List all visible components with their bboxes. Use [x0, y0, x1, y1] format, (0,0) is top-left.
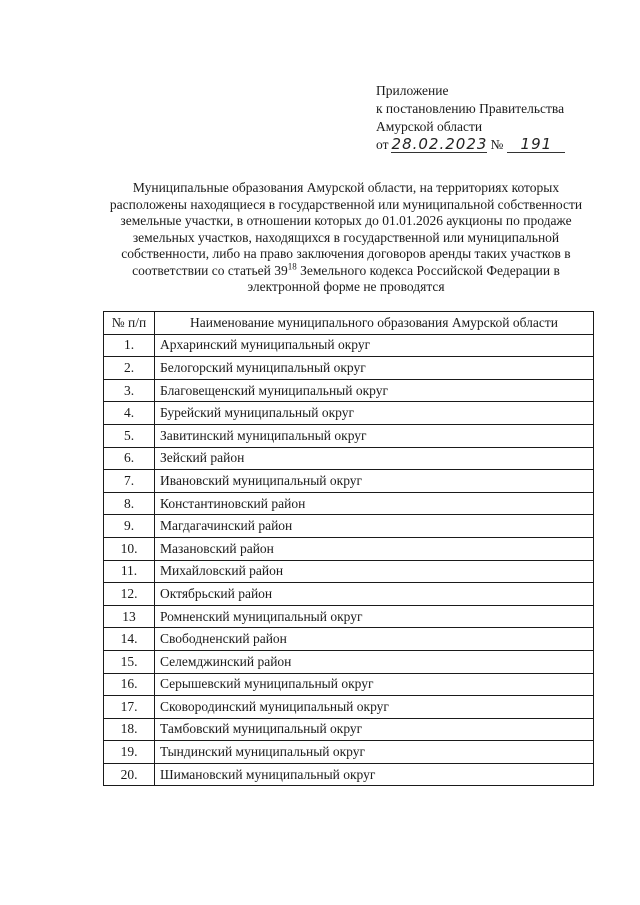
row-number: 11. — [104, 560, 155, 583]
table-row — [104, 357, 594, 380]
row-number: 6. — [104, 447, 155, 470]
row-municipality-name: Сковородинский муниципальный округ — [155, 696, 594, 719]
table-row — [104, 696, 594, 719]
row-number: 13 — [104, 605, 155, 628]
row-municipality-name: Завитинский муниципальный округ — [155, 424, 594, 447]
table-row — [104, 763, 594, 786]
row-municipality-name: Тындинский муниципальный округ — [155, 741, 594, 764]
table-row — [104, 628, 594, 651]
row-municipality-name: Селемджинский район — [155, 650, 594, 673]
table-row — [104, 583, 594, 606]
table-row — [104, 650, 594, 673]
row-number: 19. — [104, 741, 155, 764]
table-row — [104, 424, 594, 447]
table-row — [104, 470, 594, 493]
handwritten-date: 28.02.2023 — [391, 135, 488, 153]
row-municipality-name: Ромненский муниципальный округ — [155, 605, 594, 628]
row-number: 16. — [104, 673, 155, 696]
row-number: 2. — [104, 357, 155, 380]
heading-article-superscript: 18 — [287, 261, 297, 271]
municipalities-table — [103, 311, 594, 786]
annex-date-number-row — [376, 136, 565, 154]
row-number: 17. — [104, 696, 155, 719]
annex-block — [376, 82, 565, 154]
row-number: 18. — [104, 718, 155, 741]
row-number: 7. — [104, 470, 155, 493]
heading-text-continued: Земельного кодекса Российской Федерации в электронной форме не проводятся — [247, 262, 560, 294]
table-row — [104, 334, 594, 357]
table-row — [104, 605, 594, 628]
table-row — [104, 718, 594, 741]
row-municipality-name: Свободненский район — [155, 628, 594, 651]
header-number: № п/п — [104, 312, 155, 335]
row-municipality-name: Бурейский муниципальный округ — [155, 402, 594, 425]
table-row — [104, 447, 594, 470]
row-municipality-name: Константиновский район — [155, 492, 594, 515]
number-sign: № — [490, 137, 504, 152]
row-number: 8. — [104, 492, 155, 515]
row-number: 10. — [104, 537, 155, 560]
row-number: 1. — [104, 334, 155, 357]
handwritten-number: 191 — [507, 136, 565, 153]
table-row — [104, 402, 594, 425]
row-municipality-name: Мазановский район — [155, 537, 594, 560]
table-body — [104, 334, 594, 786]
row-municipality-name: Магдагачинский район — [155, 515, 594, 538]
table-row — [104, 379, 594, 402]
row-number: 20. — [104, 763, 155, 786]
date-prefix: от — [376, 137, 389, 152]
row-municipality-name: Архаринский муниципальный округ — [155, 334, 594, 357]
row-number: 5. — [104, 424, 155, 447]
row-municipality-name: Тамбовский муниципальный округ — [155, 718, 594, 741]
row-municipality-name: Серышевский муниципальный округ — [155, 673, 594, 696]
row-number: 12. — [104, 583, 155, 606]
table-row — [104, 673, 594, 696]
table-row — [104, 537, 594, 560]
annex-region-line: Амурской области — [376, 119, 483, 134]
table-row — [104, 741, 594, 764]
row-number: 15. — [104, 650, 155, 673]
row-municipality-name: Михайловский район — [155, 560, 594, 583]
row-number: 9. — [104, 515, 155, 538]
annex-title: Приложение — [376, 83, 449, 98]
annex-resolution-line: к постановлению Правительства — [376, 101, 565, 116]
heading-text: Муниципальные образования Амурской области, на территориях которых расположены находящиеся в государственной или муниципальной собственности земельные участки, в отношении которых до 01.01.2026 аукционы по продаже земельных участков, находящихся в государственной или муниципальной собственности, либо на право заключения договоров аренды таких участков в соответствии со статьей 39 — [109, 180, 583, 278]
row-municipality-name: Белогорский муниципальный округ — [155, 357, 594, 380]
table-header-row — [104, 312, 594, 335]
document-heading — [96, 180, 596, 296]
row-number: 4. — [104, 402, 155, 425]
row-municipality-name: Октябрьский район — [155, 583, 594, 606]
row-municipality-name: Ивановский муниципальный округ — [155, 470, 594, 493]
row-number: 14. — [104, 628, 155, 651]
row-number: 3. — [104, 379, 155, 402]
row-municipality-name: Благовещенский муниципальный округ — [155, 379, 594, 402]
header-name: Наименование муниципального образования Амурской области — [155, 312, 594, 335]
row-municipality-name: Зейский район — [155, 447, 594, 470]
table-row — [104, 560, 594, 583]
table-row — [104, 515, 594, 538]
row-municipality-name: Шимановский муниципальный округ — [155, 763, 594, 786]
table-row — [104, 492, 594, 515]
